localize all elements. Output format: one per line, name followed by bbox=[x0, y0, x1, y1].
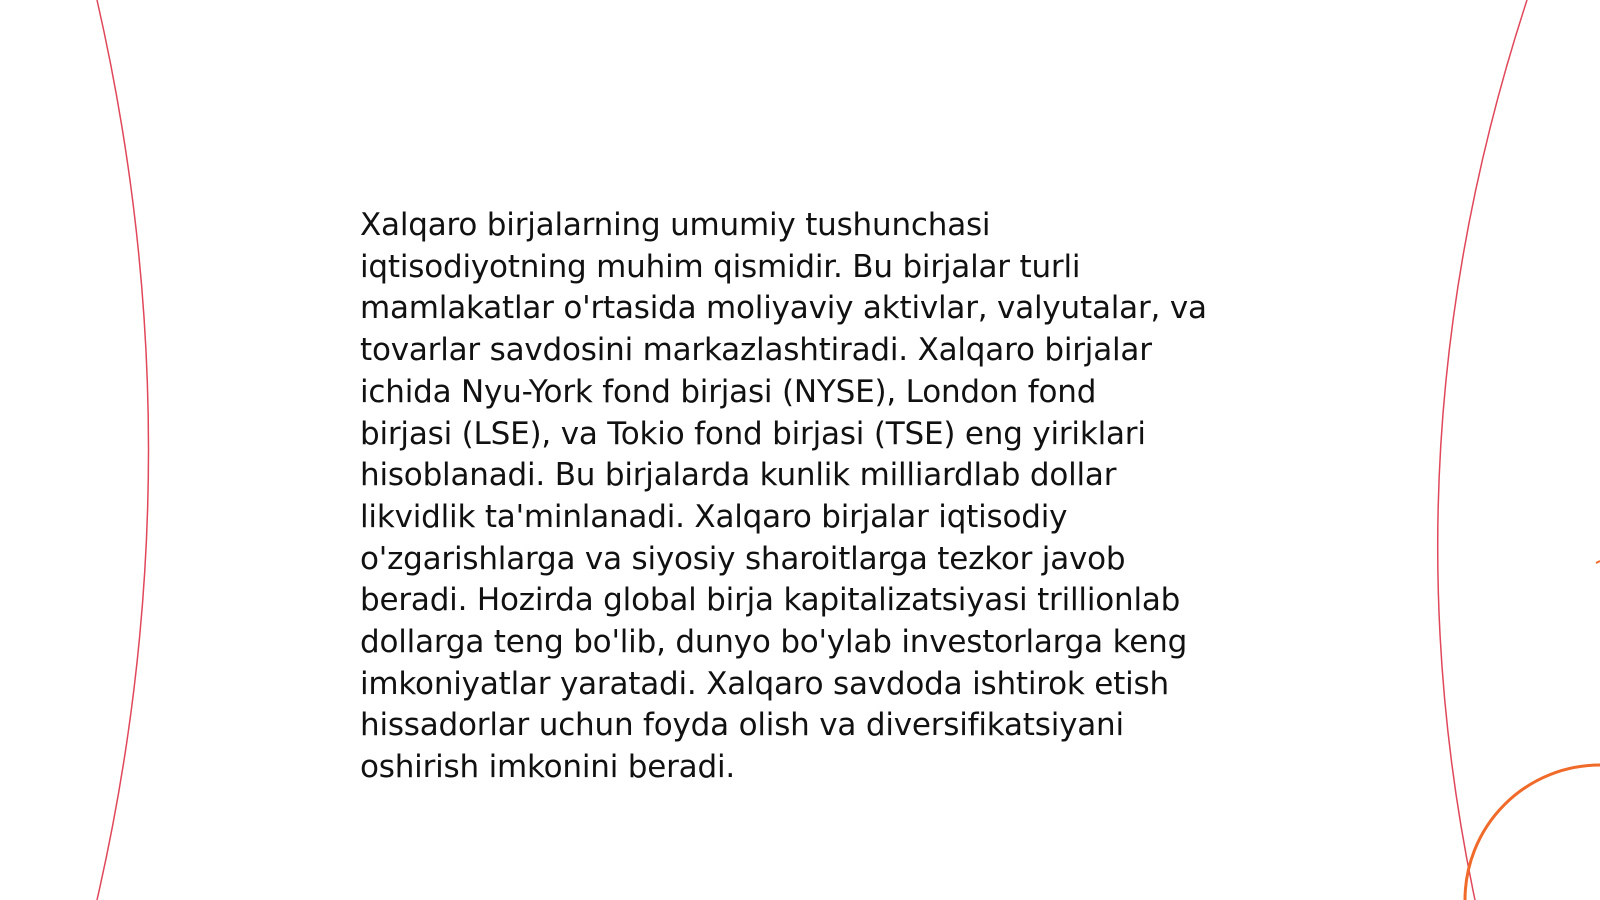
accent-circle-decoration bbox=[1465, 765, 1600, 900]
left-arc-decoration bbox=[97, 0, 149, 900]
small-tick-decoration bbox=[1596, 561, 1600, 563]
right-arc-decoration bbox=[1438, 0, 1527, 900]
body-paragraph: Xalqaro birjalarning umumiy tushunchasi iqtisodiyotning muhim qismidir. Bu birjalar turli mamlakatlar o'rtasida moliyaviy aktivlar, valyutalar, va tovarlar savdosini markazlashtiradi. Xalqaro birjalar ichida Nyu-York fond birjasi (NYSE), London fond birjasi (LSE), va Tokio fond birjasi (TSE) eng yiriklari hisoblanadi. Bu birjalarda kunlik milliardlab dollar likvidlik ta'minlanadi. Xalqaro birjalar iqtisodiy o'zgarishlarga va siyosiy sharoitlarga tezkor javob beradi. Hozirda global birja kapitalizatsiyasi trillionlab dollarga teng bo'lib, dunyo bo'ylab investorlarga keng imkoniyatlar yaratadi. Xalqaro savdoda ishtirok etish hissadorlar uchun foyda olish va diversifikatsiyani oshirish imkonini beradi. bbox=[360, 207, 1207, 786]
